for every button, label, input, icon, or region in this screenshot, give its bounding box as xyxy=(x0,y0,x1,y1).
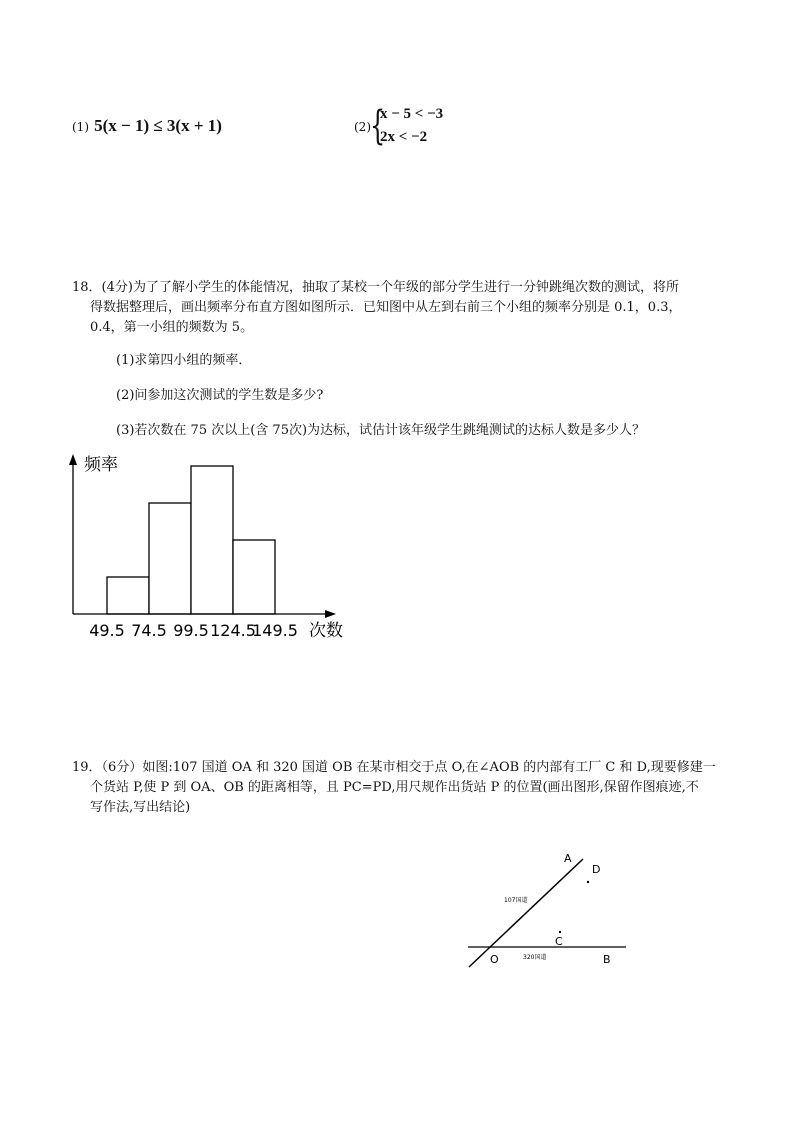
frequency-histogram xyxy=(0,440,380,650)
q19-text-line-3: 写作法,写出结论) xyxy=(90,800,191,815)
point-label-C: C xyxy=(555,935,563,948)
roads-figure xyxy=(460,845,640,975)
x-tick-labels xyxy=(89,621,298,640)
x-tick-label: 49.5 xyxy=(89,621,125,640)
q18-subquestion-2: (2)问参加这次测试的学生数是多少? xyxy=(116,388,324,403)
q18-subquestion-3: (3)若次数在 75 次以上(含 75次)为达标，试估计该年级学生跳绳测试的达标人数是多少人？ xyxy=(116,423,646,438)
q19-text-line-2: 个货站 P,使 P 到 OA、OB 的距离相等，且 PC=PD,用尺规作出货站 P 的位置(画出图形,保留作图痕迹,不 xyxy=(90,780,699,795)
q18-subquestion-1: (1)求第四小组的频率． xyxy=(116,353,252,368)
x-axis-arrow xyxy=(325,610,336,618)
road-line-OA xyxy=(469,859,583,967)
point-label-A: A xyxy=(564,852,572,865)
system-brace: { xyxy=(370,103,386,149)
histogram-bar xyxy=(107,577,149,614)
q18-text-line-2: 得数据整理后，画出频率分布直方图如图所示．已知图中从左到右前三个小组的频率分别是 0.1，0.3， xyxy=(90,300,682,315)
x-tick-label: 74.5 xyxy=(131,621,167,640)
inequality-2-line-2: 2x < −2 xyxy=(380,129,428,145)
inequality-1 xyxy=(72,116,222,136)
point-label-B: B xyxy=(603,953,611,966)
x-tick-label: 124.5 xyxy=(210,621,256,640)
histogram-bars xyxy=(107,466,275,614)
point-D-dot xyxy=(587,881,589,883)
inequality-1-label: (1) xyxy=(72,120,89,134)
inequality-2-label: (2) xyxy=(354,120,371,134)
y-axis-label: 频率 xyxy=(84,455,118,475)
inequality-2-line-1: x − 5 < −3 xyxy=(380,106,444,122)
road-label-320: 320国道 xyxy=(523,954,547,961)
point-label-D: D xyxy=(592,863,601,876)
q19-text-line-1: 19．（6分）如图:107 国道 OA 和 320 国道 OB 在某市相交于点 O,在∠AOB 的内部有工厂 C 和 D,现要修建一 xyxy=(72,760,716,775)
histogram-bar xyxy=(149,503,191,614)
inequality-1-expression: 5(x − 1) ≤ 3(x + 1) xyxy=(94,116,222,135)
q18-text-line-1: 18．(4分)为了了解小学生的体能情况，抽取了某校一个年级的部分学生进行一分钟跳绳次数的测试，将所 xyxy=(72,280,679,295)
x-tick-label: 99.5 xyxy=(173,621,209,640)
x-axis-label: 次数 xyxy=(309,621,343,641)
y-axis-arrow xyxy=(69,454,77,465)
road-label-107: 107国道 xyxy=(504,897,528,904)
histogram-bar xyxy=(233,540,275,614)
histogram-bar xyxy=(191,466,233,614)
point-C-dot xyxy=(559,931,561,933)
q18-text-line-3: 0.4，第一小组的频数为 5。 xyxy=(90,320,254,335)
inequality-system-2 xyxy=(354,104,474,152)
x-tick-label: 149.5 xyxy=(252,621,298,640)
point-label-O: O xyxy=(490,953,499,966)
